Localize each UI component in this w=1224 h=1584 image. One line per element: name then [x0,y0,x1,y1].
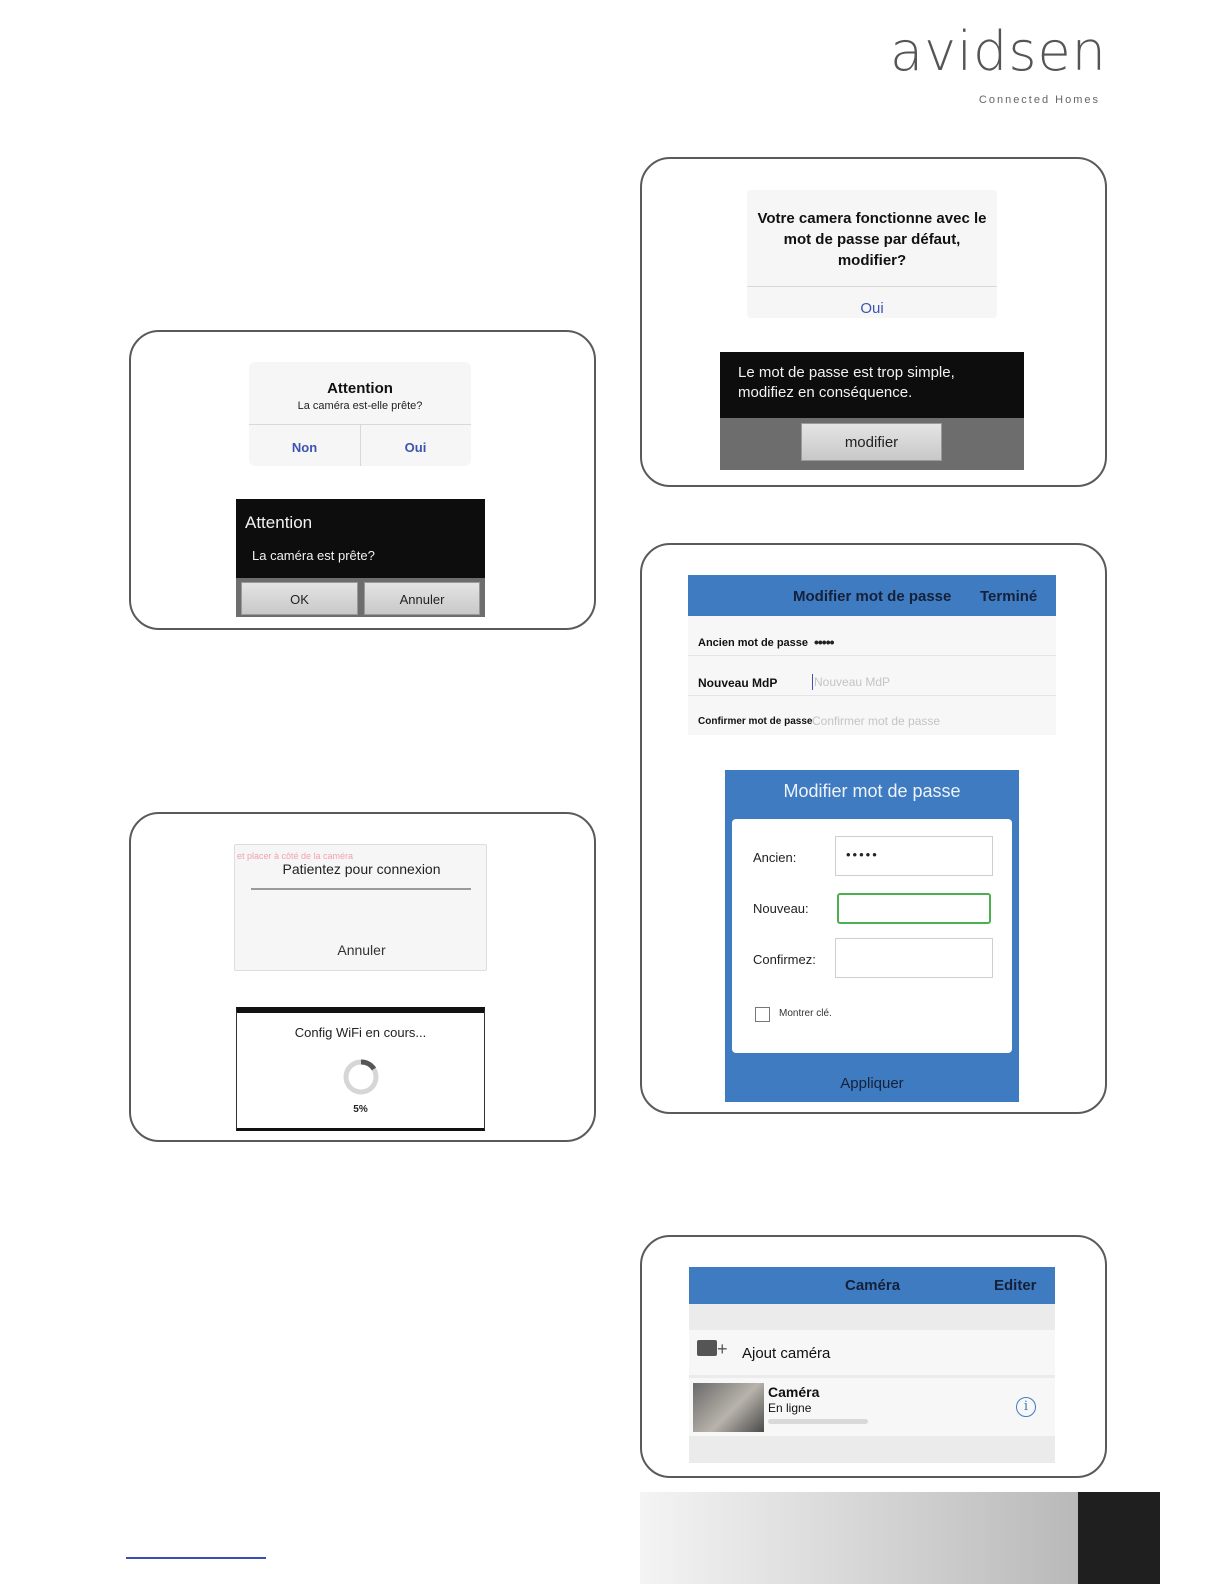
wifi-status-title: Config WiFi en cours... [294,1025,427,1040]
ios-alert-default-password [747,190,997,318]
row-divider [688,655,1056,656]
ios-alert-connect [234,844,487,971]
show-key-label: Montrer clé. [779,1008,832,1019]
camera-thumbnail [693,1383,764,1432]
alert-message: La caméra est-elle prête? [297,400,423,412]
brand-name: avidsen [890,20,1107,83]
done-button[interactable]: Terminé [980,588,1038,605]
ios-camera-list-screen [689,1267,1055,1463]
show-key-checkbox[interactable] [755,1007,770,1022]
confirm-password-label: Confirmer mot de passe [698,716,813,727]
page-title: Caméra [845,1277,901,1294]
android-change-password-screen [725,770,1019,1102]
dialog-title: Modifier mot de passe [783,781,961,801]
add-camera-row[interactable] [689,1330,1055,1375]
info-icon[interactable]: i [1016,1397,1036,1417]
ios-change-password-screen [688,575,1056,735]
new-password-label: Nouveau MdP [698,676,778,690]
alert-message: La caméra est prête? [252,548,375,563]
progress-track [251,888,471,890]
yes-button[interactable]: Oui [404,440,427,455]
old-password-field[interactable] [835,836,993,876]
yes-button[interactable]: Oui [860,300,884,317]
android-alert-ready [236,499,485,617]
old-password-field[interactable]: ••••• [814,634,834,650]
alert-message: Le mot de passe est trop simple, modifiez en conséquence. [738,364,955,401]
loading-spinner-icon [341,1057,381,1097]
new-password-field[interactable] [837,893,991,924]
footer-link-underline [126,1557,266,1559]
brand-tagline: Connected Homes [978,94,1100,106]
camera-name: Caméra [768,1384,820,1400]
old-password-label: Ancien: [753,850,797,865]
no-button[interactable]: Non [291,440,318,455]
alert-title: Patientez pour connexion [282,861,441,877]
confirm-password-label: Confirmez: [753,952,816,967]
cancel-button[interactable]: Annuler [364,582,480,615]
faint-instruction: et placer à côté de la caméra [237,851,354,861]
android-alert-simple-password [720,352,1024,470]
android-wifi-progress [236,1007,485,1131]
camera-status: En ligne [768,1401,812,1415]
old-password-value: ••••• [846,847,879,862]
ios-alert-ready [249,362,471,466]
new-password-label: Nouveau: [753,901,809,916]
brand-logo [890,20,1107,106]
new-password-field[interactable]: Nouveau MdP [814,675,891,689]
footer-gradient-bar [640,1492,1078,1584]
text-cursor [812,674,813,690]
confirm-password-field[interactable] [835,938,993,978]
alert-title: Attention [327,380,393,397]
camera-id-blurred [768,1419,868,1424]
apply-button[interactable]: Appliquer [840,1075,904,1092]
progress-percent: 5% [353,1104,368,1115]
cancel-button[interactable]: Annuler [337,942,386,958]
page-title: Modifier mot de passe [793,588,952,605]
old-password-label: Ancien mot de passe [698,637,809,649]
confirm-password-field[interactable]: Confirmer mot de passe [812,714,941,728]
alert-title: Attention [245,513,313,532]
camera-plus-icon [697,1340,717,1356]
row-divider [688,695,1056,696]
add-camera-label: Ajout caméra [742,1345,831,1362]
ok-button[interactable]: OK [241,582,358,615]
plus-icon: + [717,1339,728,1359]
modify-button[interactable]: modifier [801,423,942,461]
alert-message: Votre camera fonctionne avec le mot de passe par défaut, modifier? [757,210,987,269]
alert-divider [747,286,997,287]
page-number-block [1078,1492,1160,1584]
edit-button[interactable]: Editer [994,1277,1037,1294]
camera-row[interactable] [689,1378,1055,1436]
